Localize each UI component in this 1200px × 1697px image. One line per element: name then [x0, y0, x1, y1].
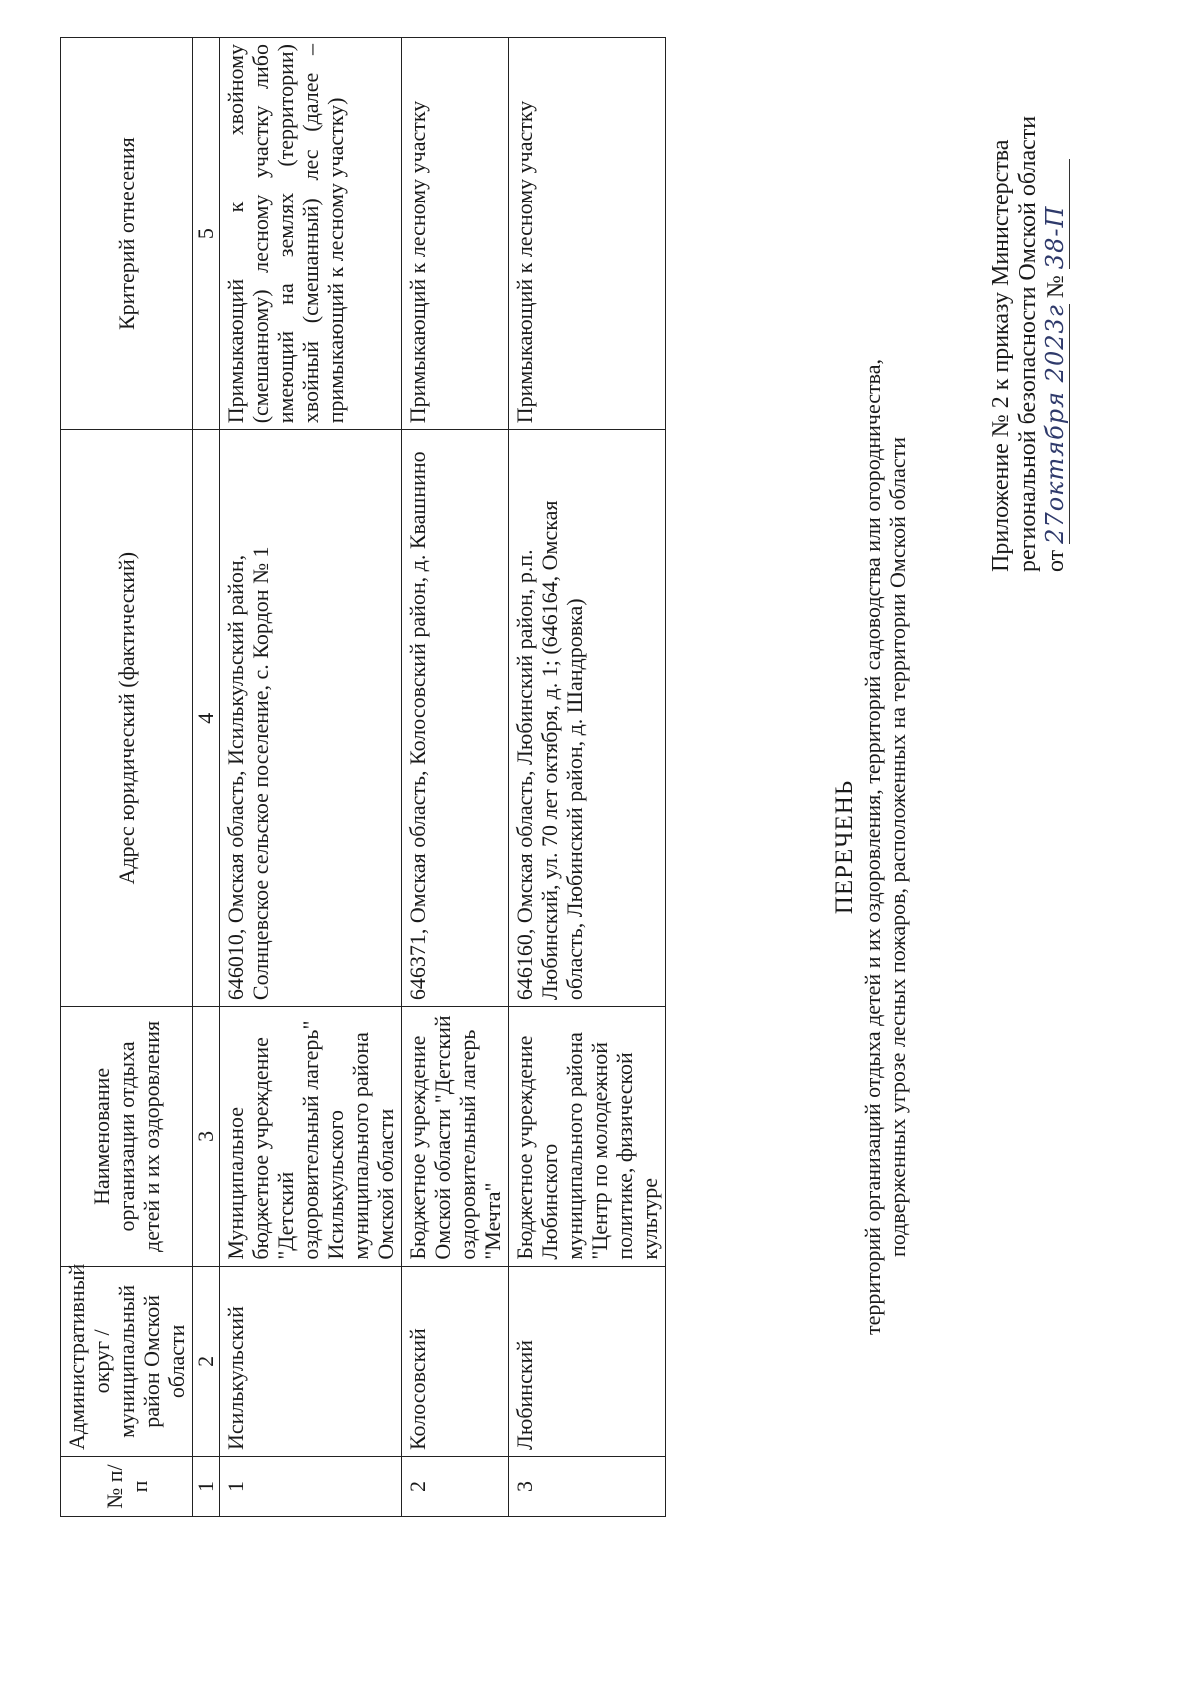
- document-title-block: [830, 297, 910, 1397]
- column-number: 2: [193, 1266, 220, 1456]
- column-number: 4: [193, 430, 220, 1007]
- row-district: Колосовский: [402, 1266, 509, 1456]
- row-organization: Бюджетное учреждение Омской области "Детский оздоровительный лагерь "Мечта": [402, 1007, 509, 1267]
- table-row: [509, 38, 666, 1517]
- row-num: 3: [509, 1457, 666, 1517]
- appendix-date-prefix: от: [1043, 549, 1069, 572]
- appendix-note: [988, 12, 1070, 572]
- row-district: Любинский: [509, 1266, 666, 1456]
- row-organization: Бюджетное учреждение Любинского муниципального района "Центр по молодежной политике, физической культуре: [509, 1007, 666, 1267]
- document-subtitle-line-2: подверженных угрозе лесных пожаров, расположенных на территории Омской области: [885, 437, 910, 1257]
- row-num: 2: [402, 1457, 509, 1517]
- handwritten-date: 27октября 2023г: [1041, 304, 1069, 544]
- row-organization: Муниципальное бюджетное учреждение "Детский оздоровительный лагерь" Исилькульского муниципального района Омской области: [220, 1007, 402, 1267]
- column-number: 3: [193, 1007, 220, 1267]
- row-criterion: Примыкающий к хвойному (смешанному) лесному участку либо имеющий на землях (территории) хвойный (смешанный) лес (далее – примыкающий к лесному участку): [220, 38, 402, 430]
- row-district: Исилькульский: [220, 1266, 402, 1456]
- header-district: Административный округ / муниципальный район Омской области: [61, 1266, 193, 1456]
- table-row: [402, 38, 509, 1517]
- registry-table: [60, 37, 666, 1517]
- appendix-line-1: Приложение № 2 к приказу Министерства: [988, 139, 1014, 572]
- row-address: 646160, Омская область, Любинский район, р.п. Любинский, ул. 70 лет октября, д. 1; (646164, Омская область, Любинский район, д. Шандровка): [509, 430, 666, 1007]
- column-number-row: [193, 38, 220, 1517]
- row-criterion: Примыкающий к лесному участку: [509, 38, 666, 430]
- column-number: 5: [193, 38, 220, 430]
- header-num: № п/п: [61, 1457, 193, 1517]
- appendix-line-3: [1042, 12, 1070, 572]
- handwritten-number: 38-П: [1042, 159, 1070, 269]
- document-subtitle-line-1: территорий организаций отдыха детей и их оздоровления, территорий садоводства или огородничества,: [860, 358, 885, 1336]
- appendix-line-2: региональной безопасности Омской области: [1015, 115, 1041, 572]
- document-title: ПЕРЕЧЕНЬ: [831, 779, 858, 915]
- column-number: 1: [193, 1457, 220, 1517]
- table-row: [220, 38, 402, 1517]
- header-address: Адрес юридический (фактический): [61, 430, 193, 1007]
- header-criterion: Критерий отнесения: [61, 38, 193, 430]
- row-address: 646010, Омская область, Исилькульский район, Солнцевское сельское поселение, с. Кордон № 1: [220, 430, 402, 1007]
- row-criterion: Примыкающий к лесному участку: [402, 38, 509, 430]
- appendix-number-prefix: №: [1043, 275, 1069, 299]
- header-organization: Наименование организации отдыха детей и их оздоровления: [61, 1007, 193, 1267]
- row-num: 1: [220, 1457, 402, 1517]
- table-header-row: [61, 38, 193, 1517]
- row-address: 646371, Омская область, Колосовский район, д. Квашнино: [402, 430, 509, 1007]
